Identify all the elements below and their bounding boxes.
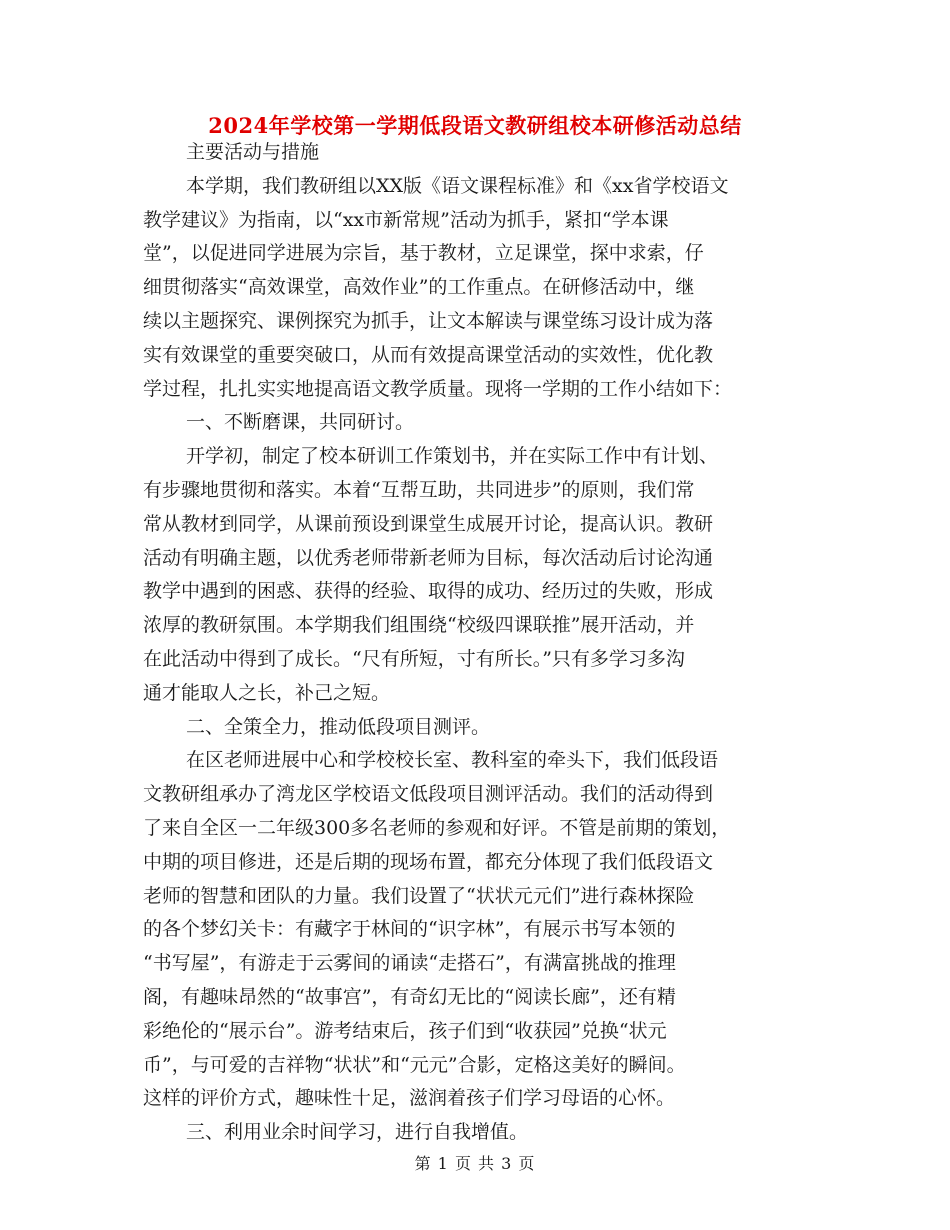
text-line: 实有效课堂的重要突破口，从而有效提高课堂活动的实效性，优化教 <box>143 343 714 366</box>
text-line: 教学中遇到的困惑、获得的经验、取得的成功、经历过的失败，形成 <box>143 580 714 603</box>
text-line: 的各个梦幻关卡：有藏字于林间的“识字林”，有展示书写本领的 <box>143 918 676 941</box>
text-line: 学过程，扎扎实实地提高语文教学质量。现将一学期的工作小结如下： <box>143 377 733 400</box>
text-line: 有步骤地贯彻和落实。本着“互帮互助，共同进步”的原则，我们常 <box>143 478 695 501</box>
text-line: 主要活动与措施 <box>186 141 320 163</box>
page-footer: 第 1 页 共 3 页 <box>414 1154 536 1173</box>
text-line: 活动有明确主题，以优秀老师带新老师为目标，每次活动后讨论沟通 <box>143 546 714 569</box>
text-line: 中期的项目修进，还是后期的现场布置，都充分体现了我们低段语文 <box>143 850 714 873</box>
text-line: 常从教材到同学，从课前预设到课堂生成展开讨论，提高认识。教研 <box>143 512 714 535</box>
text-line: 堂”，以促进同学进展为宗旨，基于教材，立足课堂，探中求索，仔 <box>143 242 704 265</box>
text-line: 开学初，制定了校本研训工作策划书，并在实际工作中有计划、 <box>186 445 719 468</box>
text-line: 通才能取人之长，补己之短。 <box>143 681 391 704</box>
text-line: 在区老师进展中心和学校校长室、教科室的牵头下，我们低段语 <box>186 749 719 772</box>
text-line: 本学期，我们教研组以XX版《语文课程标准》和《xx省学校语文 <box>186 174 729 197</box>
document-body <box>143 136 803 1150</box>
text-line: 文教研组承办了湾龙区学校语文低段项目测评活动。我们的活动得到 <box>143 783 714 806</box>
document-title: 2024年学校第一学期低段语文教研组校本研修活动总结 <box>208 113 742 138</box>
text-line: 在此活动中得到了成长。“尺有所短，寸有所长。”只有多学习多沟 <box>143 647 685 670</box>
text-line: 这样的评价方式，趣味性十足，滋润着孩子们学习母语的心怀。 <box>143 1087 676 1110</box>
text-line: 一、不断磨课，共同研讨。 <box>186 411 415 434</box>
text-line: 教学建议》为指南，以“xx市新常规”活动为抓手，紧扣“学本课 <box>143 208 669 231</box>
text-line: 老师的智慧和团队的力量。我们设置了“状状元元们”进行森林探险 <box>143 884 695 907</box>
text-line: 续以主题探究、课例探究为抓手，让文本解读与课堂练习设计成为落 <box>143 309 714 332</box>
text-line: 二、全策全力，推动低段项目测评。 <box>186 715 491 738</box>
text-line: 彩绝伦的“展示台”。游考结束后，孩子们到“收获园”兑换“状元 <box>143 1019 667 1042</box>
text-line: 阁，有趣味昂然的“故事宫”，有奇幻无比的“阅读长廊”，还有精 <box>143 985 676 1008</box>
text-line: 了来自全区一二年级300多名老师的参观和好评。不管是前期的策划， <box>143 816 731 839</box>
text-line: “书写屋”，有游走于云雾间的诵读“走搭石”，有满富挑战的推理 <box>143 952 676 975</box>
text-line: 细贯彻落实“高效课堂，高效作业”的工作重点。在研修活动中，继 <box>143 276 695 299</box>
text-line: 币”，与可爱的吉祥物“状状”和“元元”合影，定格这美好的瞬间。 <box>143 1053 686 1076</box>
text-line: 浓厚的教研氛围。本学期我们组围绕“校级四课联推”展开活动，并 <box>143 614 695 637</box>
text-line: 三、利用业余时间学习，进行自我增值。 <box>186 1121 529 1144</box>
